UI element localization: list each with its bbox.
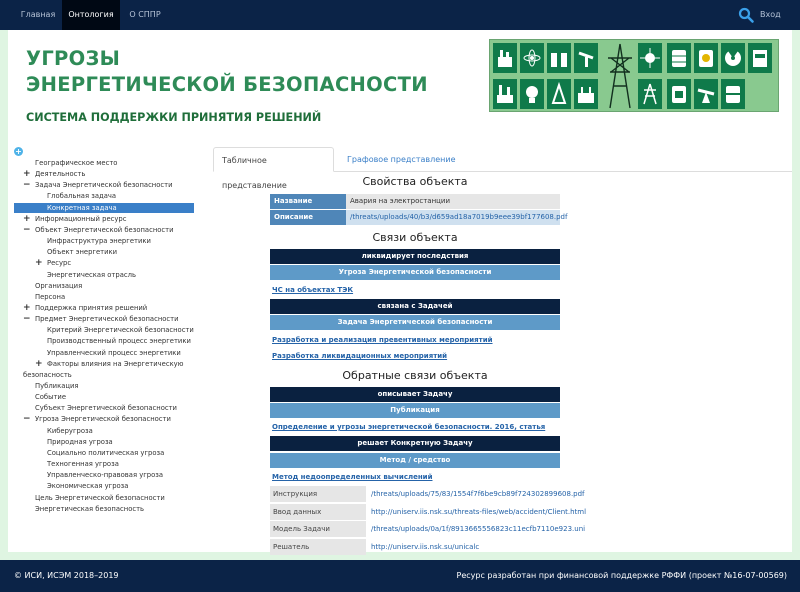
- site-title-line1: УГРОЗЫ: [26, 47, 121, 70]
- gas-bottles-icon: [547, 43, 571, 73]
- property-row-name: [270, 194, 560, 209]
- method-property-link[interactable]: /threats/uploads/0a/1f/8913665556823c11ecfb7110e923.uni: [371, 525, 586, 533]
- tree-node[interactable]: Географическое место: [35, 159, 118, 167]
- power-pylon-icon: [604, 42, 636, 110]
- main-panel: [8, 142, 792, 552]
- fuel-barrel-icon: [721, 79, 745, 109]
- drum-icon: [667, 79, 691, 109]
- tree-node[interactable]: Конкретная задача: [14, 203, 194, 213]
- method-property-link[interactable]: http://uniserv.iis.nsk.su/threats-files/web/accident/Client.html: [371, 507, 587, 516]
- collapse-icon[interactable]: −: [23, 314, 31, 325]
- tree-node[interactable]: Ресурс: [47, 259, 72, 268]
- pumpjack-icon: [694, 79, 718, 109]
- tree-node[interactable]: Природная угроза: [47, 437, 113, 446]
- tree-node[interactable]: Задача Энергетической безопасности: [35, 181, 173, 190]
- tree-node[interactable]: Субъект Энергетической безопасности: [35, 404, 177, 413]
- nav-about-link[interactable]: О СППР: [129, 10, 161, 19]
- tree-node[interactable]: Социально политическая угроза: [47, 448, 165, 457]
- relation-header: связана с Задачей: [270, 299, 560, 314]
- search-icon[interactable]: [738, 7, 754, 23]
- method-property-row: [270, 504, 587, 520]
- property-description-label: Описание: [270, 210, 346, 225]
- property-description-link[interactable]: /threats/uploads/40/b3/d659ad18a7019b9eee39bf177608.pdf: [350, 213, 568, 221]
- expand-icon[interactable]: +: [23, 169, 31, 180]
- relation-class-header: Задача Энергетической безопасности: [270, 315, 560, 330]
- links-heading: Связи объекта: [372, 231, 458, 244]
- login-link[interactable]: Вход: [760, 10, 781, 19]
- tree-node[interactable]: Объект энергетики: [47, 248, 118, 257]
- tree-node[interactable]: безопасность: [23, 370, 72, 379]
- relation-class-header: Метод / средство: [270, 453, 560, 468]
- tree-node[interactable]: Объект Энергетической безопасности: [35, 225, 174, 234]
- method-property-label: Ввод данных: [270, 504, 366, 520]
- barrel-icon: [667, 43, 691, 73]
- tree-node[interactable]: Энергетическая отрасль: [47, 270, 136, 279]
- transmission-icon: [638, 79, 662, 109]
- plus-circle-icon[interactable]: +: [15, 147, 22, 156]
- hazard-barrel-icon: [694, 43, 718, 73]
- relation-header: описывает Задачу: [270, 387, 560, 402]
- tab-graph-view[interactable]: Графовое представление: [347, 155, 456, 164]
- method-property-label: Решатель: [270, 539, 366, 555]
- properties-heading: Свойства объекта: [362, 175, 468, 188]
- site-subtitle: СИСТЕМА ПОДДЕРЖКИ ПРИНЯТИЯ РЕШЕНИЙ: [26, 111, 322, 124]
- footer-funding: Ресурс разработан при финансовой поддержке РФФИ (проект №16-07-00569): [456, 571, 787, 580]
- tree-node[interactable]: Киберугроза: [47, 426, 93, 435]
- tree-node[interactable]: Инфраструктура энергетики: [47, 237, 151, 246]
- collapse-icon[interactable]: −: [23, 180, 31, 191]
- tree-node[interactable]: Управленческо-правовая угроза: [47, 471, 164, 480]
- sun-icon: [638, 43, 662, 73]
- backlinks-heading: Обратные связи объекта: [342, 369, 488, 382]
- tree-node[interactable]: Организация: [35, 281, 83, 290]
- substation-icon: [574, 79, 598, 109]
- tree-node[interactable]: Факторы влияния на Энергетическую: [47, 359, 184, 368]
- method-property-label: Инструкция: [270, 486, 366, 502]
- ontology-tree: [8, 142, 208, 552]
- collapse-icon[interactable]: −: [23, 414, 31, 425]
- tree-node[interactable]: Публикация: [35, 382, 79, 390]
- property-name-value: Авария на электростанции: [350, 197, 451, 205]
- factory-icon: [493, 43, 517, 73]
- related-object-link[interactable]: ЧС на объектах ТЭК: [272, 286, 354, 294]
- relation-header: ликвидирует последствия: [270, 249, 560, 264]
- tree-node[interactable]: Событие: [35, 393, 67, 402]
- container-icon: [748, 43, 772, 73]
- top-navbar: [0, 0, 800, 30]
- tree-node[interactable]: Управленческий процесс энергетики: [47, 348, 181, 357]
- tree-node[interactable]: Поддержка принятия решений: [35, 303, 148, 312]
- tree-node[interactable]: Цель Энергетической безопасности: [35, 493, 165, 502]
- tree-node[interactable]: Экономическая угроза: [47, 482, 129, 491]
- tree-node[interactable]: Глобальная задача: [47, 192, 117, 201]
- collapse-icon[interactable]: −: [23, 224, 31, 235]
- method-property-row: [270, 521, 586, 537]
- site-title-line2: ЭНЕРГЕТИЧЕСКОЙ БЕЗОПАСНОСТИ: [26, 73, 428, 96]
- site-footer: [0, 560, 800, 592]
- oil-pump-icon: [574, 43, 598, 73]
- radiation-icon: [721, 43, 745, 73]
- tree-node[interactable]: Техногенная угроза: [47, 460, 119, 469]
- tree-node[interactable]: Критерий Энергетической безопасности: [47, 326, 194, 335]
- related-object-link[interactable]: Разработка ликвидационных мероприятий: [272, 352, 448, 360]
- expand-icon[interactable]: +: [35, 358, 43, 369]
- nav-ontology-link[interactable]: Онтология: [62, 0, 120, 30]
- method-property-row: [270, 486, 585, 502]
- method-property-row: [270, 539, 560, 555]
- related-object-link[interactable]: Разработка и реализация превентивных мероприятий: [272, 336, 493, 344]
- relation-header: решает Конкретную Задачу: [270, 436, 560, 451]
- energy-banner-image: [489, 39, 779, 112]
- tree-node[interactable]: Информационный ресурс: [35, 214, 127, 223]
- tab-table-view[interactable]: Табличное представление: [213, 147, 334, 172]
- relation-class-header: Угроза Энергетической безопасности: [270, 265, 560, 280]
- related-object-link[interactable]: Метод недоопределенных вычислений: [272, 473, 433, 481]
- expand-icon[interactable]: +: [23, 213, 31, 224]
- property-name-label: Название: [270, 194, 346, 209]
- method-property-label: Модель Задачи: [270, 521, 366, 537]
- tree-node[interactable]: Угроза Энергетической безопасности: [35, 415, 171, 424]
- tree-node[interactable]: Персона: [35, 292, 66, 301]
- footer-copyright: © ИСИ, ИСЭМ 2018–2019: [14, 571, 119, 580]
- tree-node[interactable]: Энергетическая безопасность: [35, 504, 145, 513]
- relation-class-header: Публикация: [270, 403, 560, 418]
- bulb-icon: [520, 79, 544, 109]
- nav-home-link[interactable]: Главная: [20, 10, 56, 19]
- tree-node[interactable]: Предмет Энергетической безопасности: [35, 315, 179, 324]
- derrick-icon: [547, 79, 571, 109]
- property-row-description: [270, 210, 568, 225]
- method-property-link[interactable]: http://uniserv.iis.nsk.su/unicalc: [371, 542, 480, 551]
- atom-icon: [520, 43, 544, 73]
- site-header: [8, 30, 792, 142]
- related-object-link[interactable]: Определение и угрозы энергетической безопасности. 2016, статья: [272, 423, 546, 431]
- tree-node[interactable]: Производственный процесс энергетики: [47, 337, 191, 346]
- expand-icon[interactable]: +: [23, 302, 31, 313]
- tree-node[interactable]: Деятельность: [35, 170, 86, 179]
- method-property-link[interactable]: /threats/uploads/75/83/1554f7f6be9cb89f724302899608.pdf: [371, 490, 585, 498]
- expand-icon[interactable]: +: [35, 258, 43, 269]
- power-plant-icon: [493, 79, 517, 109]
